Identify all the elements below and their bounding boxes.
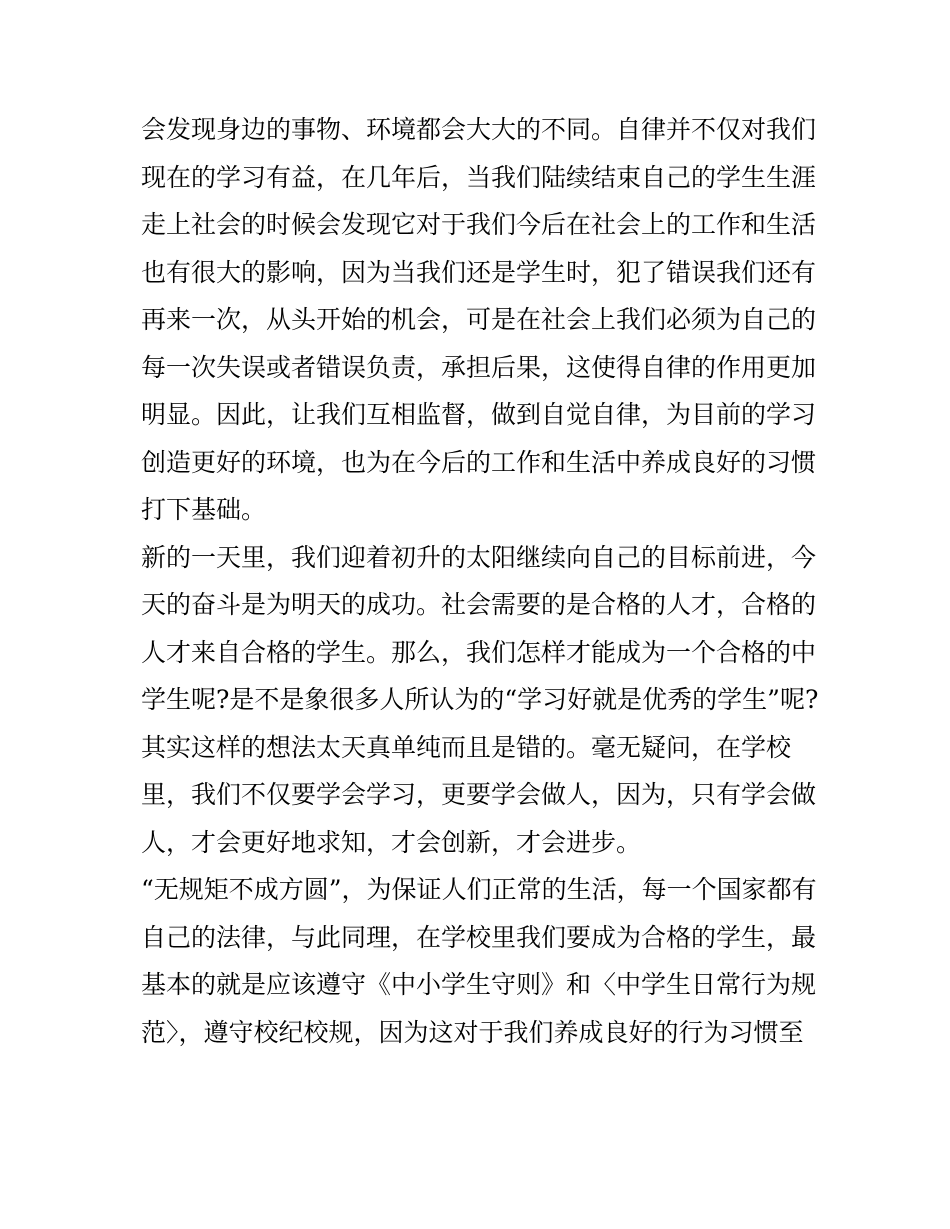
text-line: 其实这样的想法太天真单纯而且是错的。毫无疑问，在学校 bbox=[141, 732, 792, 762]
text-line: 会发现身边的事物、环境都会大大的不同。自律并不仅对我们 bbox=[141, 115, 817, 144]
text-line: 天的奋斗是为明天的成功。社会需要的是合格的人才，合格的 bbox=[141, 590, 817, 619]
text-line: 每一次失误或者错误负责，承担后果，这使得自律的作用更加 bbox=[141, 352, 817, 382]
text-line: 人，才会更好地求知，才会创新，才会进步。 bbox=[141, 827, 642, 857]
text-line: 里，我们不仅要学会学习，更要学会做人，因为，只有学会做 bbox=[141, 780, 817, 809]
text-line: “无规矩不成方圆”，为保证人们正常的生活，每一个国家都有 bbox=[141, 875, 817, 904]
text-line: 范〉，遵守校纪校规，因为这对于我们养成良好的行为习惯至 bbox=[141, 1017, 804, 1047]
text-line: 明显。因此，让我们互相监督，做到自觉自律，为目前的学习 bbox=[141, 400, 817, 429]
body-text bbox=[141, 106, 821, 1056]
text-line: 新的一天里，我们迎着初升的太阳继续向自己的目标前进，今 bbox=[141, 542, 817, 572]
text-line: 基本的就是应该遵守《中小学生守则》和〈中学生日常行为规 bbox=[141, 970, 817, 999]
text-line: 创造更好的环境，也为在今后的工作和生活中养成良好的习惯 bbox=[141, 447, 817, 477]
text-line: 学生呢?是不是象很多人所认为的“学习好就是优秀的学生”呢? bbox=[141, 685, 819, 714]
text-line: 走上社会的时候会发现它对于我们今后在社会上的工作和生活 bbox=[141, 210, 817, 239]
text-line: 人才来自合格的学生。那么，我们怎样才能成为一个合格的中 bbox=[141, 637, 817, 667]
text-line: 再来一次，从头开始的机会，可是在社会上我们必须为自己的 bbox=[141, 305, 817, 334]
text-line: 也有很大的影响，因为当我们还是学生时，犯了错误我们还有 bbox=[141, 257, 817, 287]
text-line: 打下基础。 bbox=[141, 495, 267, 524]
text-line: 现在的学习有益，在几年后，当我们陆续结束自己的学生生涯 bbox=[141, 162, 817, 192]
text-line: 自己的法律，与此同理，在学校里我们要成为合格的学生，最 bbox=[141, 922, 817, 952]
